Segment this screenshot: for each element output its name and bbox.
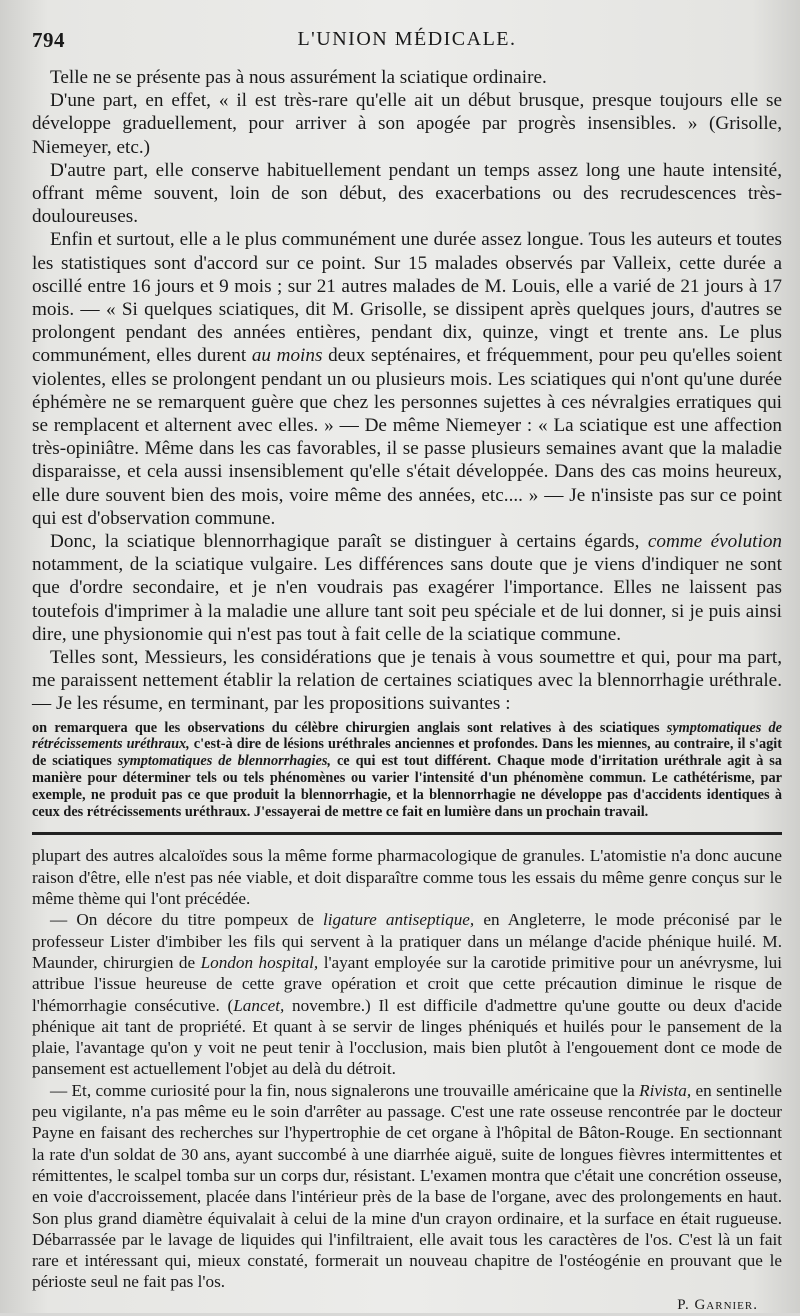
feuilleton-p2-text-mid2: l'ayant employée sur la carotide primitive pour un anévrysme, lui attribue l'issue heureuse de cette grave opération et croit que cette précaution diminue le risque de l'hémorrhagie consécutive. (	[32, 952, 782, 1015]
feuilleton-p2-emphasis-2: London hospital,	[200, 952, 319, 972]
feuilleton-section	[32, 845, 782, 1316]
paragraph-6: Telles sont, Messieurs, les considérations que je tenais à vous soumettre et qui, pour ma part, me paraissent nettement établir la relation de certaines sciatiques avec la blennorrhagie uréthrale. — Je les résume, en terminant, par les propositions suivantes :	[32, 647, 782, 715]
feuilleton-p3-text-end: en sentinelle peu vigilante, n'a pas même eu le soin d'arrêter au passage. C'est une rate osseuse rencontrée par le docteur Payne en faisant des recherches sur l'hypertrophie de cet organe à l'hôpital de Bâton-Rouge. En sectionnant la rate d'un soldat de 30 ans, ayant succombé à une diarrhée aiguë, suite de longues fièvres intermittentes et rémittentes, le scalpel tomba sur un corps dur, résistant. L'examen montra que c'était une concrétion osseuse, en voie d'accroissement, placée dans l'intérieur près de la base de l'organe, avec des prolongements en haut. Son plus grand diamètre équivalait à celui de la mine d'un crayon ordinaire, et la surface en était rugueuse. Débarrassée par le lavage de liquides qui l'infiltraient, elle avait tous les caractères de l'os. C'est là un fait rare et intéressant qui, mieux constaté, formerait un nouveau chapitre de l'ostéogénie en prouvant que le périoste seul ne fait pas l'os.	[32, 1080, 782, 1292]
footnote-emphasis-2: symptomatiques de blennorrhagies,	[117, 753, 331, 770]
page-header	[32, 10, 782, 66]
footnote-text: on remarquera que les observations du célèbre chirurgien anglais sont relatives à des sciatiques	[32, 719, 660, 736]
feuilleton-p3-emphasis: Rivista,	[639, 1080, 692, 1100]
running-head: L'UNION MÉDICALE.	[297, 28, 517, 50]
paragraph-3: D'autre part, elle conserve habituellement pendant un temps assez long une haute intensité, offrant même souvent, loin de son début, des exacerbations ou des recrudescences très-douloureuses.	[32, 159, 782, 228]
author-signature: P. Garnier.	[677, 1296, 758, 1313]
paragraph-5-text: Donc, la sciatique blennorrhagique paraît se distinguer à certains égards,	[50, 531, 640, 553]
footnote-emphasis-1: symptomatiques de rétrécissements uréthraux,	[32, 719, 782, 753]
feuilleton-p2-emphasis-3: Lancet,	[233, 995, 285, 1015]
paragraph-4-text-end: deux septénaires, et fréquemment, pour peu qu'elles soient violentes, elles se prolongent pendant un ou plusieurs mois. Les sciatiques qui n'ont qu'une durée éphémère ne se remarquent guère que chez les personnes sujettes à ces névralgies erratiques qui se remplacent et alternent avec elles. » — De même Niemeyer : « La sciatique est une affection très-opiniâtre. Même dans les cas favorables, il se passe plusieurs semaines avant que la maladie disparaisse, et cela aussi insensiblement qu'elle s'était développée. Dans des cas moins heureux, elle dure souvent bien des mois, voire même des années, etc.... » — Je n'insiste pas sur ce point qui est d'observation commune.	[32, 345, 783, 529]
feuilleton-p2-text-end: novembre.) Il est difficile d'admettre qu'une goutte ou deux d'acide phénique ait tant de propriété. Et quant à se servir de linges phéniqués et huilés pour le pansement de la plaie, l'avantage qu'on y voit ne peut tenir à l'occlusion, mais bien plutôt à l'engouement dont ce mode de pansement est actuellement l'objet au delà du détroit.	[32, 995, 783, 1079]
footnote-text-mid: c'est-à dire de lésions uréthrales anciennes et profondes. Dans les miennes, au contraire, il s'agit de sciatiques	[32, 736, 783, 770]
paragraph-4-text: Enfin et surtout, elle a le plus communément une durée assez longue. Tous les auteurs et toutes les statistiques sont d'accord sur ce point. Sur 15 malades observés par Valleix, cette durée a oscillé entre 16 jours et 9 mois ; sur 21 autres malades de M. Louis, elle a varié de 21 jours à 17 mois. — « Si quelques sciatiques, dit M. Grisolle, se dissipent après quelques jours, d'autres se prolongent pendant des années entières, pendant dix, quinze, vingt et trente ans. Le plus communément, elles durent	[32, 229, 782, 367]
feuilleton-p2-text-mid1: en Angleterre, le mode préconisé par le professeur Lister d'imbiber les fils qui servent à la pratiquer dans un mélange d'acide phénique huilé. M. Maunder, chirurgien de	[32, 910, 783, 972]
feuilleton-p3-text: — Et, comme curiosité pour la fin, nous signalerons une trouvaille américaine que la	[50, 1080, 635, 1100]
paragraph-2: D'une part, en effet, « il est très-rare qu'elle ait un début brusque, presque toujours elle se développe graduellement, pour arriver à son apogée par progrès insensibles. » (Grisolle, Niemeyer, etc.)	[32, 90, 782, 158]
paragraph-4-emphasis: au moins	[251, 345, 323, 367]
feuilleton-paragraph-2	[32, 909, 782, 1079]
section-divider	[32, 832, 782, 835]
page-number: 794	[32, 28, 65, 52]
paragraph-1: Telle ne se présente pas à nous assurément la sciatique ordinaire.	[50, 67, 547, 88]
feuilleton-p2-emphasis-1: ligature antiseptique,	[322, 910, 475, 930]
footnote	[32, 720, 782, 821]
feuilleton-p2-text: — On décore du titre pompeux de	[50, 910, 314, 930]
feuilleton-paragraph-1: plupart des autres alcaloïdes sous la même forme pharmacologique de granules. L'atomistie n'a donc aucune raison d'être, elle n'est pas née viable, et doit disparaître comme tous les essais du même genre conçus sur le même thème qui l'ont précédée.	[32, 846, 782, 909]
paragraph-5-text-end: notamment, de la sciatique vulgaire. Les différences sans doute que je viens d'indiquer ne sont que d'ordre secondaire, et je n'en voudrais pas exagérer l'importance. Elles ne laissent pas toutefois d'imprimer à la maladie une allure tant soit peu spéciale et de lui donner, si je puis ainsi dire, une physionomie qui n'est pas tout à fait celle de la sciatique commune.	[32, 554, 782, 645]
paragraph-5	[32, 530, 782, 646]
paragraph-5-emphasis: comme évolution	[647, 531, 783, 553]
footnote-text-end: ce qui est tout différent. Chaque mode d'irritation uréthrale agit à sa manière pour déterminer tels ou tels phénomènes ou varier l'intensité d'un phénomène commun. Le cathétérisme, par exemple, ne produit pas ce que produit la blennorrhagie, et la blennorrhagie ne développe pas d'accidents identiques à ceux des rétrécissements uréthraux. J'essayerai de mettre ce fait en lumière dans un prochain travail.	[32, 753, 782, 820]
feuilleton-paragraph-3	[32, 1080, 782, 1293]
main-article	[32, 66, 782, 820]
paragraph-4	[32, 228, 782, 530]
